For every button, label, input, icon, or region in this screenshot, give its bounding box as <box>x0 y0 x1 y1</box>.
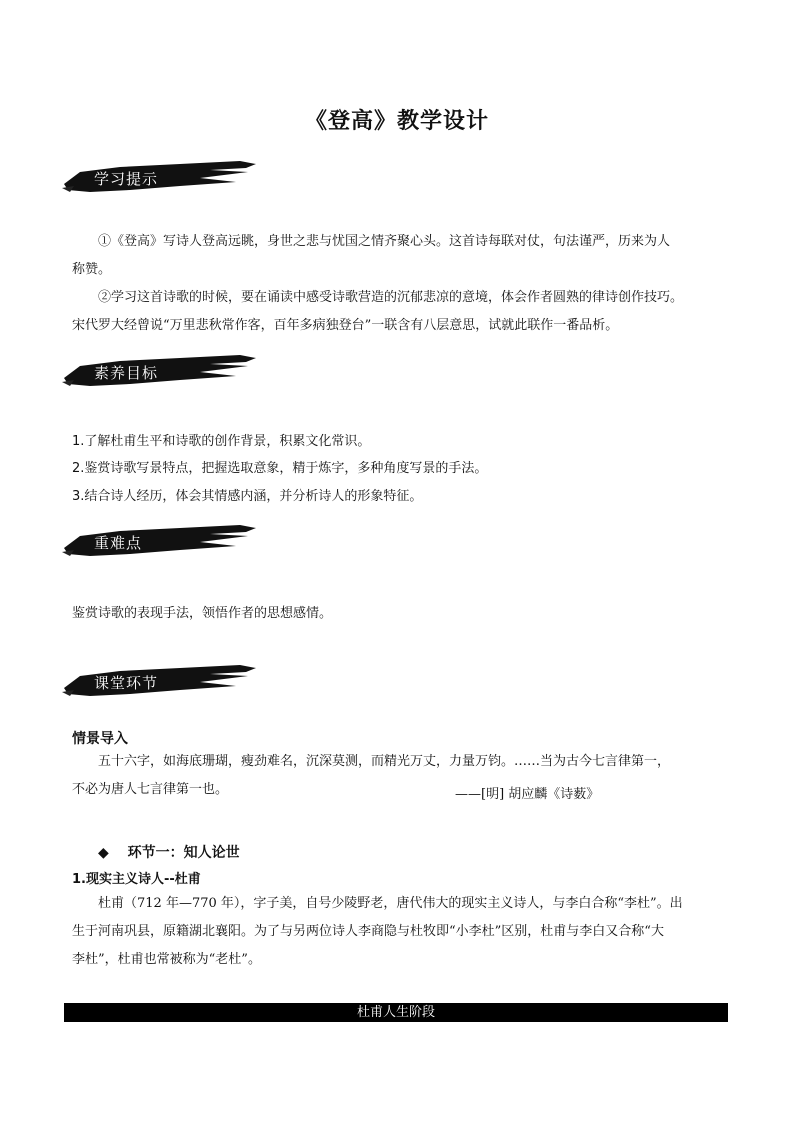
tips-paragraph-2 <box>72 284 732 312</box>
text-line: 杜甫（712 年—770 年），字子美，自号少陵野老，唐代伟大的现实主义诗人，与李白合称“李杜”。出 <box>98 896 683 911</box>
brush-stroke-icon <box>60 662 260 702</box>
page-title: 《登高》教学设计 <box>304 109 489 134</box>
quote-attribution: ——[明] 胡应麟《诗薮》 <box>455 787 600 802</box>
dufu-bio-line-3 <box>72 946 732 974</box>
tips-paragraph-1-cont <box>72 256 732 284</box>
text-line: 不必为唐人七言律第一也。 <box>72 782 229 797</box>
section-heading: 重难点 <box>94 534 143 552</box>
section-banner-goals <box>60 352 260 392</box>
text-line: 生于河南巩县，原籍湖北襄阳。为了与另两位诗人李商隐与杜牧即“小李杜”区别，杜甫与李白又合称“大 <box>72 924 664 939</box>
section-banner-tips <box>60 158 260 198</box>
part1-heading <box>98 842 240 862</box>
text-line: 宋代罗大经曾说“万里悲秋常作客，百年多病独登台”一联含有八层意思，试就此联作一番品析。 <box>72 318 619 333</box>
section-heading: 课堂环节 <box>94 674 159 692</box>
goal-item: 1.了解杜甫生平和诗歌的创作背景，积累文化常识。 <box>72 434 371 449</box>
intro-quote-line-1 <box>72 748 732 776</box>
brush-stroke-icon <box>60 352 260 392</box>
tips-paragraph-1 <box>72 228 732 256</box>
goal-item: 2.鉴赏诗歌写景特点，把握选取意象，精于炼字，多种角度写景的手法。 <box>72 461 488 476</box>
text-line: ②学习这首诗歌的时候，要在诵读中感受诗歌营造的沉郁悲凉的意境，体会作者圆熟的律诗创作技巧。 <box>98 290 684 305</box>
brush-stroke-icon <box>60 158 260 198</box>
part1-heading-text: 环节一：知人论世 <box>127 845 240 861</box>
table-header-bar: 杜甫人生阶段 <box>64 1003 728 1022</box>
text-line: 李杜”，杜甫也常被称为“老杜”。 <box>72 952 261 967</box>
part1-subheading: 1.现实主义诗人--杜甫 <box>72 872 201 887</box>
intro-quote-line-2 <box>72 776 732 804</box>
dufu-bio-line-2 <box>72 918 732 946</box>
text-line: 称赞。 <box>72 262 112 277</box>
goal-item: 3.结合诗人经历，体会其情感内涵，并分析诗人的形象特征。 <box>72 489 423 504</box>
section-heading: 素养目标 <box>94 364 159 382</box>
dufu-bio-line-1 <box>72 890 732 918</box>
text-line: ①《登高》写诗人登高远眺，身世之悲与忧国之情齐聚心头。这首诗每联对仗，句法谨严，历来为人 <box>98 234 671 249</box>
brush-stroke-icon <box>60 522 260 562</box>
intro-heading: 情景导入 <box>72 731 128 747</box>
key-point-text: 鉴赏诗歌的表现手法，领悟作者的思想感情。 <box>72 606 333 621</box>
section-heading: 学习提示 <box>94 170 159 188</box>
tips-paragraph-2-cont <box>72 312 732 340</box>
section-banner-key <box>60 522 260 562</box>
section-banner-class <box>60 662 260 702</box>
text-line: 五十六字，如海底珊瑚，瘦劲难名，沉深莫测，而精光万丈，力量万钧。……当为古今七言律第一， <box>98 754 671 769</box>
diamond-bullet-icon: ◆ <box>98 845 109 861</box>
